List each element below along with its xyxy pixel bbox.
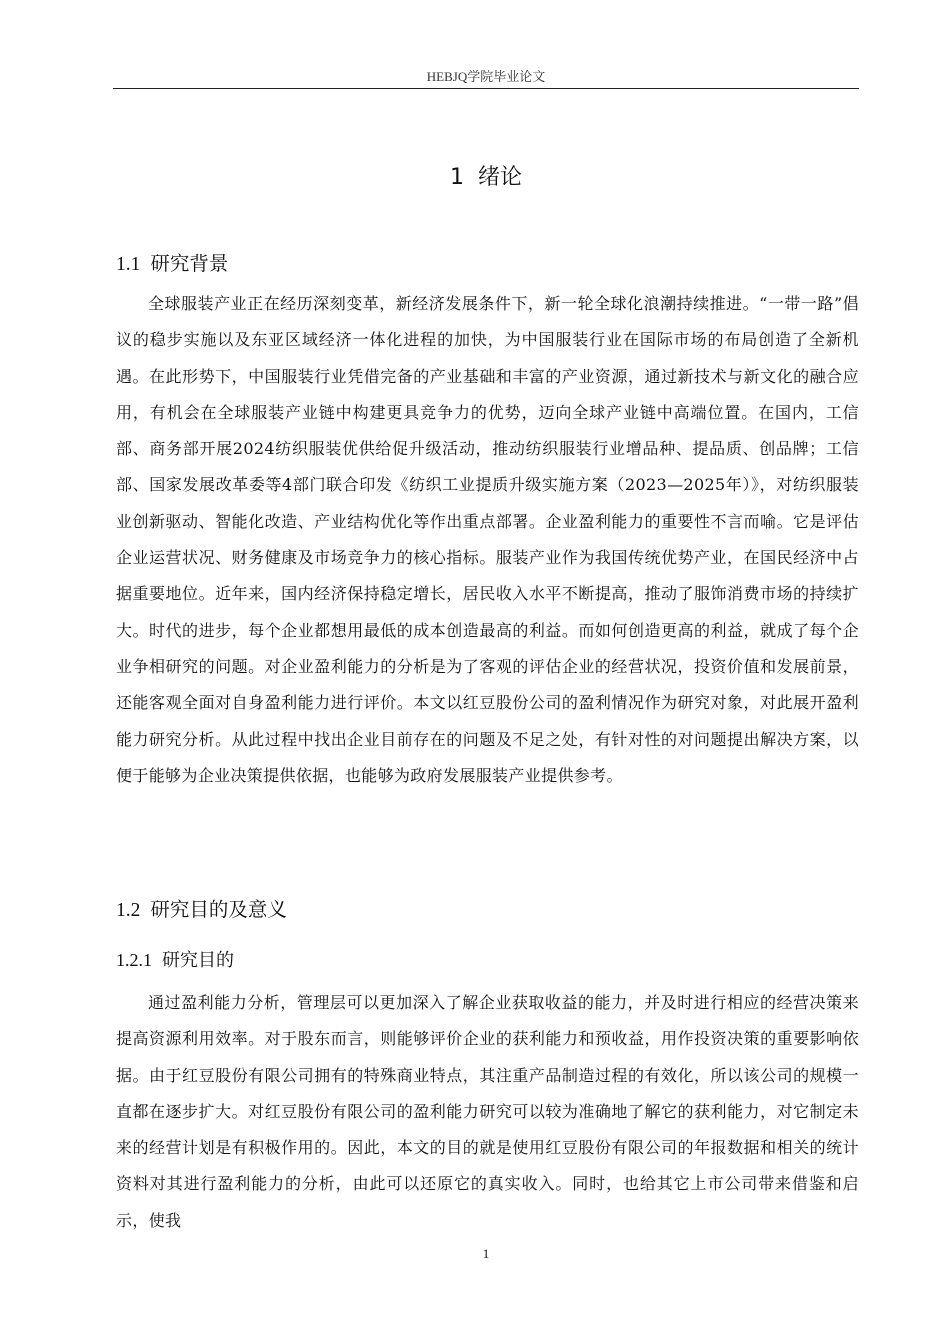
section-heading-1-2-1 bbox=[116, 947, 234, 974]
section-number: 1.2 bbox=[116, 900, 141, 921]
page-header: HEBJQ学院毕业论文 bbox=[426, 69, 546, 84]
section-number: 1.2.1 bbox=[116, 950, 152, 970]
section-title: 研究目的及意义 bbox=[150, 898, 287, 921]
section-title: 研究背景 bbox=[150, 252, 229, 275]
section-number: 1.1 bbox=[116, 254, 141, 275]
chapter-title bbox=[113, 160, 859, 191]
header-rule bbox=[113, 88, 859, 89]
section-heading-1-1 bbox=[116, 250, 228, 279]
section-heading-1-2 bbox=[116, 896, 287, 925]
page-number: 1 bbox=[482, 1246, 490, 1261]
paragraph-purpose: 通过盈利能力分析，管理层可以更加深入了解企业获取收益的能力，并及时进行相应的经营决策来提高资源利用效率。对于股东而言，则能够评价企业的获利能力和预收益，用作投资决策的重要影响依据。由于红豆股份有限公司拥有的特殊商业特点，其注重产品制造过程的有效化，所以该公司的规模一直都在逐步扩大。对红豆股份有限公司的盈利能力研究可以较为准确地了解它的获利能力，对它制定未来的经营计划是有积极作用的。因此，本文的目的就是使用红豆股份有限公司的年报数据和相关的统计资料对其进行盈利能力的分析，由此可以还原它的真实收入。同时，也给其它上市公司带来借鉴和启示，使我 bbox=[116, 993, 859, 1230]
paragraph-background: 全球服装产业正在经历深刻变革，新经济发展条件下，新一轮全球化浪潮持续推进。“一带一路”倡议的稳步实施以及东亚区域经济一体化进程的加快，为中国服装行业在国际市场的布局创造了全新机遇。在此形势下，中国服装行业凭借完备的产业基础和丰富的产业资源，通过新技术与新文化的融合应用，有机会在全球服装产业链中构建更具竞争力的优势，迈向全球产业链中高端位置。在国内，工信部、商务部开展2024纺织服装优供给促升级活动，推动纺织服装行业增品种、提品质、创品牌；工信部、国家发展改革委等4部门联合印发《纺织工业提质升级实施方案（2023—2025年）》，对纺织服装业创新驱动、智能化改造、产业结构优化等作出重点部署。企业盈利能力的重要性不言而喻。它是评估企业运营状况、财务健康及市场竞争力的核心指标。服装产业作为我国传统优势产业，在国民经济中占据重要地位。近年来，国内经济保持稳定增长，居民收入水平不断提高，推动了服饰消费市场的持续扩大。时代的进步，每个企业都想用最低的成本创造最高的利益。而如何创造更高的利益，就成了每个企业争相研究的问题。对企业盈利能力的分析是为了客观的评估企业的经营状况，投资价值和发展前景，还能客观全面对自身盈利能力进行评价。本文以红豆股份公司的盈利情况作为研究对象，对此展开盈利能力研究分析。从此过程中找出企业目前存在的问题及不足之处，有针对性的对问题提出解决方案，以便于能够为企业决策提供依据，也能够为政府发展服装产业提供参考。 bbox=[116, 294, 859, 785]
section-title: 研究目的 bbox=[162, 950, 234, 971]
chapter-title-text: 绪论 bbox=[477, 165, 522, 190]
chapter-number: 1 bbox=[449, 165, 464, 190]
